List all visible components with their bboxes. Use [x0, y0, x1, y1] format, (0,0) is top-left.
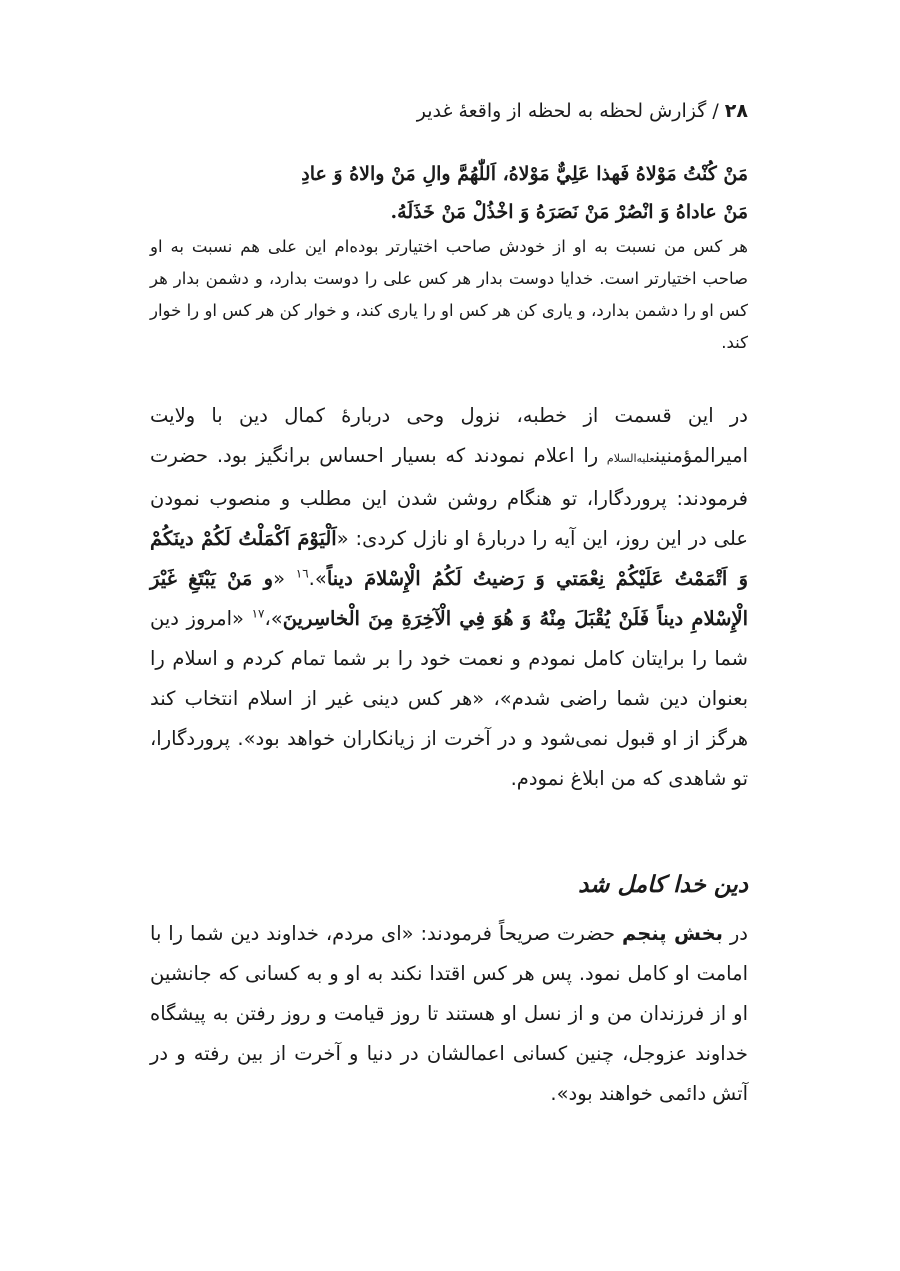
punctuation: »،	[264, 607, 283, 630]
honorific: علیه‌السلام	[606, 452, 655, 465]
page-number: ۲۸	[724, 100, 748, 122]
paragraph-text: حضرت صریحاً فرمودند: «ای مردم، خداوند دین شما را با امامت او کامل نمود. پس هر کس اقتدا نکند به او و به کسانی که جانشین او از فرزندان من و از نسل او هستند تا روز قیامت و روز رفتن به پیشگاه خداوند عزوجل، چنین کسانی اعمالشان در دنیا و آخرت از بین رفته و در آتش دائمی خواهند بود».	[150, 922, 748, 1105]
bold-phrase: بخش پنجم	[621, 922, 723, 945]
verse-translation: «امروز دین شما را برایتان کامل نمودم و نعمت خود را بر شما تمام کردم و اسلام را بعنوان دین شما راضی شدم»، «هر کس دینی غیر از اسلام انتخاب کند هرگز از او قبول نمی‌شود و در آخرت از زیانکاران خواهد بود». پروردگارا، تو شاهدی که من ابلاغ نمودم.	[150, 607, 748, 790]
paragraph-text: در این قسمت از خطبه، نزول وحی دربارهٔ کمال دین با ولایت امیرالمؤمنین	[150, 404, 748, 467]
paragraph-revelation	[150, 396, 748, 799]
punctuation: ».	[308, 567, 327, 590]
running-header	[417, 100, 748, 122]
paragraph-text: را اعلام نمودند که بسیار احساس برانگیز بود. حضرت فرمودند: پروردگارا، تو هنگام روشن شدن این مطلب و منصوب نمودن علی در این روز، این آیه را دربارهٔ او نازل کردی: «	[150, 444, 748, 550]
quote-translation: هر کس من نسبت به او از خودش صاحب اختیارتر بوده‌ام این علی هم نسبت به او صاحب اختیارتر است. خدایا دوست بدار هر کس علی را دوست بدارد، و دشمن بدار هر کس او را دشمن بدارد، و یاری کن هر کس او را یاری کند، و خوار کن هر کس او را خوار کند.	[150, 237, 748, 352]
arabic-quote-line-2: مَنْ عاداهُ وَ انْصُرْ مَنْ نَصَرَهُ وَ اخْذُلْ مَنْ خَذَلَهُ.	[390, 201, 748, 223]
arabic-quote-line-1: مَنْ كُنْتُ مَوْلاهُ فَهذا عَلِيٌّ مَوْلاهُ، اَللّٰهُمَّ والِ مَنْ والاهُ وَ عادِ	[301, 163, 748, 185]
quran-verse-2: و مَنْ يَبْتَغِ غَيْرَ الْإِسْلامِ ديناً فَلَنْ يُقْبَلَ مِنْهُ وَ هُوَ فِي الْآخِرَةِ مِنَ الْخاسِرينَ	[150, 567, 748, 630]
book-title: گزارش لحظه به لحظه از واقعهٔ غدیر	[416, 100, 707, 122]
quran-verse-1: اَلْيَوْمَ اَكْمَلْتُ لَكُمْ دينَكُمْ وَ اَتْمَمْتُ عَلَيْكُمْ نِعْمَتي وَ رَضيتُ لَكُمُ الْإِسْلامَ ديناً	[150, 527, 748, 590]
header-separator: /	[712, 100, 719, 122]
section-heading: دین خدا کامل شد	[578, 872, 748, 898]
paragraph-text: در	[723, 922, 748, 945]
footnote-marker-17: ١٧	[251, 606, 265, 621]
punctuation: «	[273, 567, 296, 590]
arabic-quote	[150, 155, 748, 231]
paragraph-fifth-part	[150, 914, 748, 1114]
footnote-marker-16: ١٦	[295, 566, 309, 581]
